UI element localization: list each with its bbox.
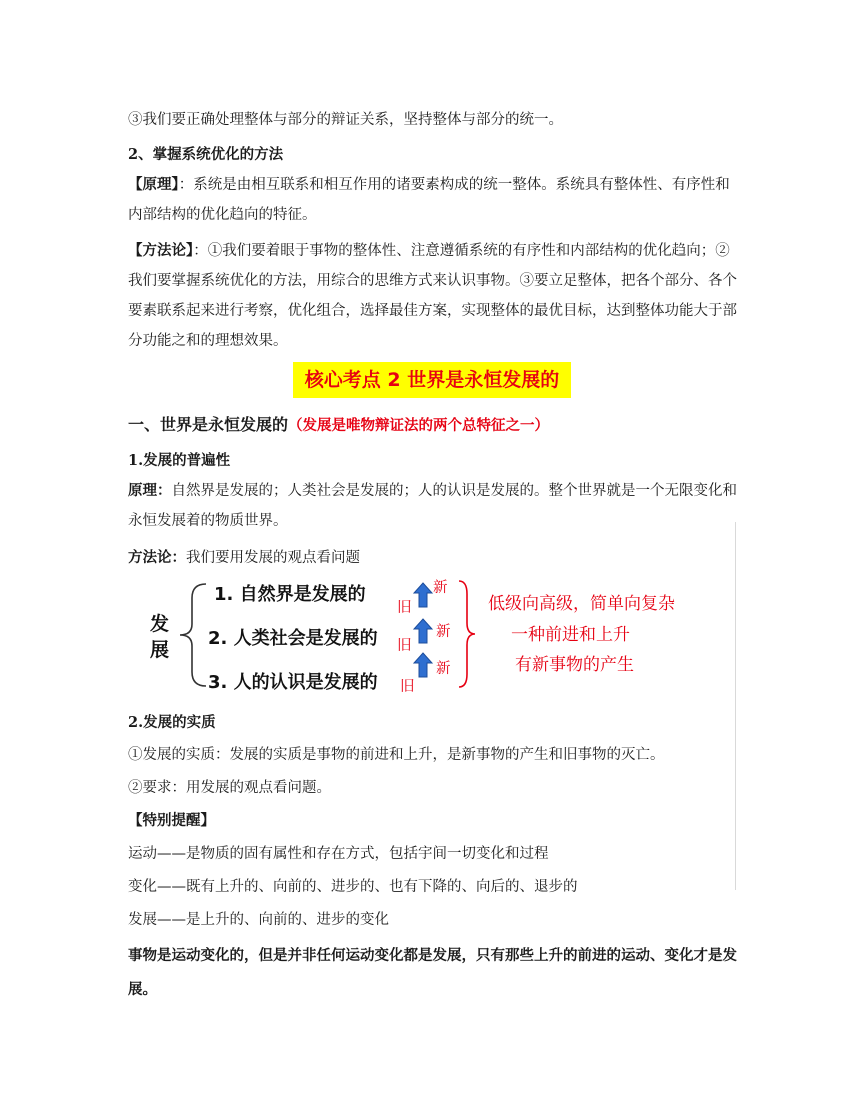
section-heading [128,414,738,437]
diagram-new-label-3: 新 [436,661,451,677]
margin-line [735,522,736,890]
diagram-old-label-1: 旧 [397,600,412,616]
paragraph-whole-part: ③我们要正确处理整体与部分的辩证关系，坚持整体与部分的统一。 [128,112,563,128]
principle-label: 【原理】 [128,176,179,193]
core-topic-title: 核心考点 2 世界是永恒发展的 [293,362,571,398]
section-heading-text: 一、世界是永恒发展的 [128,415,289,434]
diagram-item-society: 2. 人类社会是发展的 [208,628,378,649]
diagram-head-char-1: 发 [150,613,170,635]
paragraph-methodology [128,236,738,356]
universality-principle-label: 原理： [128,482,172,499]
diagram-new-label-2: 新 [436,624,451,640]
universality-method-text: 我们要用发展的观点看问题 [186,550,360,566]
heading-system-optimization: 2、掌握系统优化的方法 [128,146,284,163]
paragraph-conclusion: 事物是运动变化的，但是并非任何运动变化都是发展，只有那些上升的前进的运动、变化才是发展。 [128,947,737,998]
paragraph-universality-method [128,548,738,568]
universality-principle-text: 自然界是发展的；人类社会是发展的；人的认识是发展的。整个世界就是一个无限变化和永恒发展着的物质世界。 [128,483,737,529]
universality-method-label: 方法论： [128,549,186,566]
diagram-item-cognition: 3. 人的认识是发展的 [208,672,378,693]
methodology-text: ：①我们要着眼于事物的整体性、注意遵循系统的有序性和内部结构的优化趋向；②我们要掌握系统优化的方法，用综合的思维方式来认识事物。③要立足整体，把各个部分、各个要素联系起来进行考察，优化组合，选择最佳方案，实现整体的最优目标，达到整体功能大于部分功能之和的理想效果。 [128,243,737,349]
diagram-new-label-1: 新 [433,580,448,596]
diagram-item-nature: 1. 自然界是发展的 [214,584,366,605]
subheading-universality: 1.发展的普遍性 [128,452,231,469]
up-arrow-icon [413,582,433,608]
diagram-head-char-2: 展 [150,639,170,661]
subheading-essence: 2.发展的实质 [128,714,216,731]
up-arrow-icon [413,618,433,644]
methodology-label: 【方法论】 [128,242,194,259]
diagram-old-label-3: 旧 [400,679,415,695]
line-development: 发展——是上升的、向前的、进步的变化 [128,912,389,928]
up-arrow-icon [413,652,433,678]
paragraph-essence: ①发展的实质：发展的实质是事物的前进和上升，是新事物的产生和旧事物的灭亡。 [128,747,665,763]
right-brace-icon [456,578,478,690]
diagram-note-new-things: 有新事物的产生 [515,655,634,675]
left-brace-icon [176,580,210,690]
line-change: 变化——既有上升的、向前的、进步的、也有下降的、向后的、退步的 [128,879,578,895]
line-motion: 运动——是物质的固有属性和存在方式，包括宇间一切变化和过程 [128,846,549,862]
paragraph-universality-principle [128,476,738,536]
diagram-note-direction: 低级向高级，简单向复杂 [488,594,675,614]
diagram-note-progress: 一种前进和上升 [511,625,630,645]
paragraph-requirement: ②要求：用发展的观点看问题。 [128,780,331,796]
section-heading-note: （发展是唯物辩证法的两个总特征之一） [288,417,550,434]
principle-text: ：系统是由相互联系和相互作用的诸要素构成的统一整体。系统具有整体性、有序性和内部结构的优化趋向的特征。 [128,177,730,223]
special-reminder-heading: 【特别提醒】 [128,812,215,829]
paragraph-principle [128,170,738,230]
diagram-old-label-2: 旧 [397,638,412,654]
